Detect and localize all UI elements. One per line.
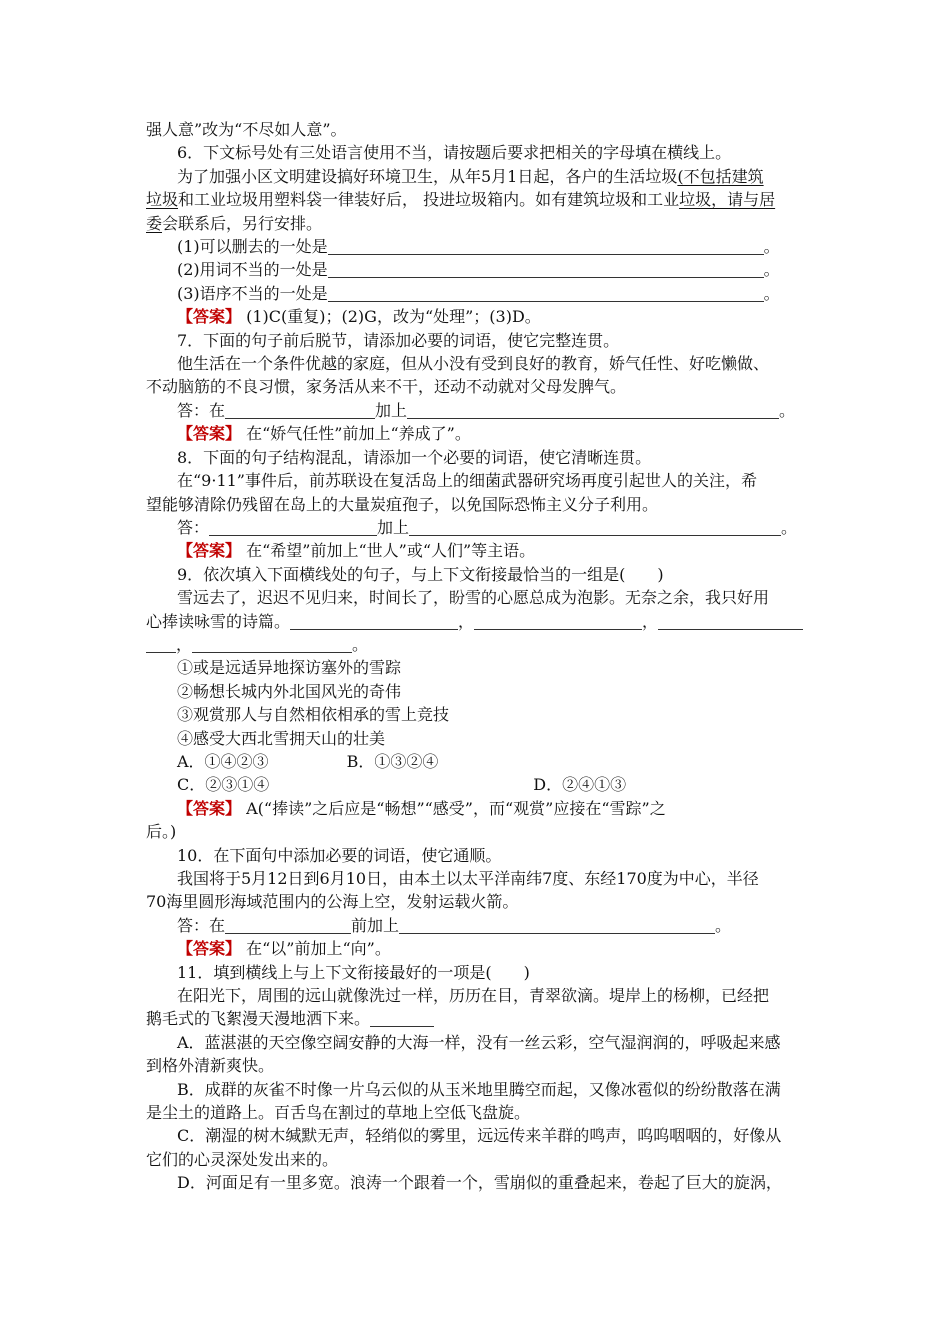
answer-blank[interactable] [209, 519, 377, 536]
answer-blank[interactable] [399, 917, 715, 934]
q7-fill: 答：在 加上 。 [177, 400, 796, 420]
q8-answer: 【答案】 在“希望”前加上“世人”或“人们”等主语。 [177, 541, 536, 561]
q8-passage-line: 望能够清除仍残留在岛上的大量炭疽孢子，以免国际恐怖主义分子利用。 [146, 494, 659, 514]
q9-option-3: ③观赏那人与自然相依相承的雪上竞技 [177, 705, 450, 725]
answer-tag: 【答案】 [177, 541, 242, 561]
question-11: 11．填到横线上与上下文衔接最好的一项是( ) [177, 962, 530, 982]
answer-tag: 【答案】 [177, 307, 242, 327]
answer-tag: 【答案】 [177, 939, 242, 959]
choice-c: C．②③①④ [177, 775, 270, 795]
question-7: 7．下面的句子前后脱节，请添加必要的词语，使它完整连贯。 [177, 330, 620, 350]
answer-blank[interactable] [290, 613, 458, 630]
q11-option-c-cont: 它们的心灵深处发出来的。 [146, 1149, 339, 1169]
answer-blank[interactable] [225, 917, 351, 934]
q11-option-c: C．潮湿的树木缄默无声，轻绡似的雾里，远远传来羊群的鸣声，呜呜咽咽的，好像从 [177, 1126, 782, 1146]
answer-tag: 【答案】 [177, 798, 242, 818]
q11-passage-line: 鹅毛式的飞絮漫天漫地洒下来。 [146, 1007, 810, 1030]
q11-option-d: D．河面足有一里多宽。浪涛一个跟着一个，雪崩似的重叠起来，卷起了巨大的旋涡， [177, 1173, 782, 1193]
question-9: 9．依次填入下面横线处的句子，与上下文衔接最恰当的一组是( ) [177, 564, 664, 584]
answer-blank[interactable] [192, 636, 352, 653]
q8-passage-line: 在“9·11”事件后，前苏联设在复活岛上的细菌武器研究场再度引起世人的关注，希 [177, 471, 757, 491]
q11-passage-line: 在阳光下，周围的远山就像洗过一样，历历在目，青翠欲滴。堤岸上的杨柳，已经把 [177, 986, 770, 1006]
q9-answer: 【答案】 A(“捧读”之后应是“畅想”“感受”，而“观赏”应接在“雪踪”之 [177, 798, 666, 818]
q7-passage-line: 他生活在一个条件优越的家庭，但从小没有受到良好的教育，娇气任性、好吃懒做、 [177, 354, 770, 374]
q9-option-2: ②畅想长城内外北国风光的奇伟 [177, 681, 402, 701]
answer-tag: 【答案】 [177, 424, 242, 444]
q9-passage-line: 心捧读咏雪的诗篇。 ， ， [146, 610, 810, 633]
answer-blank[interactable] [328, 285, 764, 302]
answer-blank[interactable] [328, 261, 764, 278]
answer-blank[interactable] [146, 636, 176, 653]
q11-option-a: A．蓝湛湛的天空像空阔安静的大海一样，没有一丝云彩，空气湿润润的，呼吸起来感 [177, 1032, 781, 1052]
answer-blank[interactable] [658, 613, 803, 630]
document-page [146, 118, 810, 1195]
q6-passage-line: 垃圾和工业垃圾用塑料袋一律装好后， 投进垃圾箱内。如有建筑垃圾和工业垃圾，请与居 [146, 190, 776, 210]
q6-sub-3: (3)语序不当的一处是 。 [177, 283, 780, 303]
q9-option-4: ④感受大西北雪拥天山的壮美 [177, 728, 386, 748]
answer-blank[interactable] [328, 238, 764, 255]
question-10: 10．在下面句中添加必要的词语，使它通顺。 [177, 845, 502, 865]
q8-fill: 答： 加上 。 [177, 517, 798, 537]
q10-answer: 【答案】 在“以”前加上“向”。 [177, 939, 391, 959]
answer-blank[interactable] [474, 613, 642, 630]
q11-option-a-cont: 到格外清新爽快。 [146, 1056, 275, 1076]
q9-option-1: ①或是远适异地探访塞外的雪踪 [177, 658, 402, 678]
answer-blank[interactable] [370, 1010, 434, 1027]
q6-passage-line: 委会联系后，另行安排。 [146, 213, 323, 233]
choice-d: D．②④①③ [533, 775, 627, 795]
answer-blank[interactable] [407, 402, 779, 419]
q9-choices-cd [146, 773, 810, 796]
q9-answer-cont: 后。) [146, 822, 177, 842]
answer-blank[interactable] [225, 402, 375, 419]
q10-passage-line: 我国将于5月12日到6月10日，由本土以太平洋南纬7度、东经170度为中心，半径 [177, 869, 759, 888]
choice-a: A．①④②③ [177, 751, 269, 771]
q9-choices-ab [146, 750, 810, 773]
q11-option-b: B．成群的灰雀不时像一片乌云似的从玉米地里腾空而起，又像冰雹似的纷纷散落在满 [177, 1079, 781, 1099]
question-6: 6．下文标号处有三处语言使用不当，请按题后要求把相关的字母填在横线上。 [177, 143, 732, 163]
question-8: 8．下面的句子结构混乱，请添加一个必要的词语，使它清晰连贯。 [177, 447, 652, 467]
q10-fill: 答：在 前加上 。 [177, 915, 732, 935]
q11-option-b-cont: 是尘土的道路上。百舌鸟在割过的草地上空低飞盘旋。 [146, 1103, 531, 1123]
answer-blank[interactable] [409, 519, 781, 536]
q6-sub-1: (1)可以删去的一处是 。 [177, 237, 780, 257]
q6-sub-2: (2)用词不当的一处是 。 [177, 260, 780, 280]
choice-b: B．①③②④ [346, 751, 439, 771]
q10-passage-line: 70海里圆形海域范围内的公海上空，发射运载火箭。 [146, 892, 519, 912]
q9-passage-line: 雪远去了，迟迟不见归来，时间长了，盼雪的心愿总成为泡影。无奈之余，我只好用 [177, 588, 770, 608]
q7-passage-line: 不动脑筋的不良习惯，家务活从来不干，还动不动就对父母发脾气。 [146, 377, 627, 397]
q7-answer: 【答案】 在“娇气任性”前加上“养成了”。 [177, 424, 471, 444]
q9-passage-line: ， 。 [146, 633, 810, 656]
q6-passage-line: 为了加强小区文明建设搞好环境卫生，从年5月1日起，各户的生活垃圾(不包括建筑 [177, 166, 764, 186]
q6-answer: 【答案】 (1)C(重复)；(2)G，改为“处理”；(3)D。 [177, 307, 541, 327]
text-line: 强人意”改为“不尽如人意”。 [146, 120, 347, 139]
